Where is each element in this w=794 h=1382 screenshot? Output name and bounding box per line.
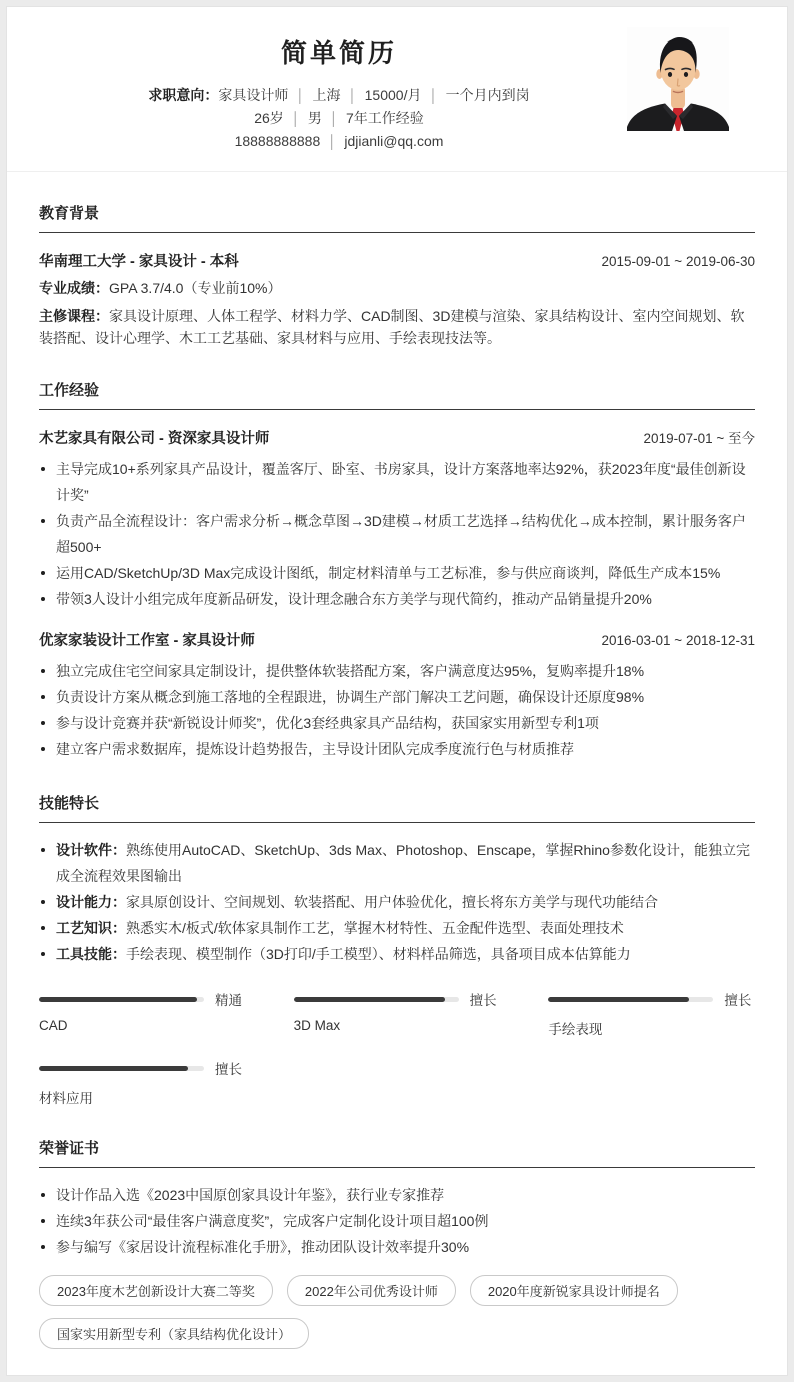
company-name: 木艺家具有限公司 - 资深家具设计师 (39, 431, 270, 447)
avatar-illustration (627, 27, 729, 131)
section-education (39, 202, 755, 349)
skill-bar-fill (39, 1066, 188, 1071)
separator: │ (329, 111, 339, 126)
skill-level-label: 擅长 (215, 1062, 242, 1077)
skill-level-label: 精通 (215, 993, 242, 1008)
award-badge: 2023年度木艺创新设计大赛二等奖 (39, 1275, 273, 1306)
personal-info-line (39, 107, 639, 130)
separator: │ (291, 111, 300, 126)
skill-bar-fill (548, 997, 688, 1002)
job-bullet: 运用CAD/SketchUp/3D Max完成设计图纸，制定材料清单与工艺标准，参与供应商谈判，降低生产成本15% (39, 560, 755, 586)
section-skills (39, 792, 755, 1107)
skill-name-label: 手绘表现 (548, 1022, 603, 1037)
company-name: 优家家装设计工作室 - 家具设计师 (39, 633, 255, 649)
gpa-row (39, 277, 755, 299)
skill-bar-fill (294, 997, 446, 1002)
honor-bullet: 连续3年获公司“最佳客户满意度奖”，完成客户定制化设计项目超100例 (39, 1208, 755, 1234)
job-bullet-list (39, 456, 755, 612)
job-bullet: 负责产品全流程设计：客户需求分析→概念草图→3D建模→材质工艺选择→结构优化→成本控制，累计服务客户超500+ (39, 508, 755, 560)
education-header-row (39, 250, 755, 271)
skill-label: 工艺知识： (56, 920, 126, 936)
skill-bar-track (39, 997, 204, 1002)
intent-availability: 一个月内到岗 (445, 87, 530, 103)
skill-bar-track (548, 997, 713, 1002)
resume-title: 简单简历 (280, 38, 397, 68)
skill-bar-3dmax (294, 989, 501, 1038)
job-bullet: 带领3人设计小组完成年度新品研发，设计理念融合东方美学与现代简约，推动产品销量提升20% (39, 586, 755, 612)
separator: │ (429, 88, 438, 103)
skill-name-label: 3D Max (293, 1018, 341, 1033)
header-text-block (39, 33, 639, 153)
resume-page (6, 6, 788, 1376)
job-entry (39, 629, 755, 762)
job-bullet: 独立完成住宅空间家具定制设计，提供整体软装搭配方案，客户满意度达95%，复购率提升18% (39, 658, 755, 684)
section-title-skills: 技能特长 (39, 792, 755, 823)
skill-text: 手绘表现、模型制作（3D打印/手工模型）、材料样品筛选，具备项目成本估算能力 (126, 946, 631, 962)
school-name: 华南理工大学 - 家具设计 - 本科 (39, 254, 239, 270)
award-badge: 2020年度新锐家具设计师提名 (470, 1275, 678, 1306)
courses-label: 主修课程： (39, 308, 109, 324)
honor-bullet: 设计作品入选《2023中国原创家具设计年鉴》，获行业专家推荐 (39, 1182, 755, 1208)
email-address: jdjianli@qq.com (344, 133, 444, 149)
job-bullet: 建立客户需求数据库，提炼设计趋势报告，主导设计团队完成季度流行色与材质推荐 (39, 736, 755, 762)
job-header-row (39, 427, 755, 448)
job-entry (39, 427, 755, 612)
section-title-honors: 荣誉证书 (39, 1137, 755, 1168)
skill-name-label: 材料应用 (39, 1091, 93, 1106)
gpa-value: GPA 3.7/4.0（专业前10%） (109, 280, 282, 296)
separator: │ (296, 88, 305, 103)
contact-line (39, 130, 639, 153)
skill-bar-materials (39, 1058, 246, 1107)
skill-label: 设计软件： (56, 842, 126, 858)
job-bullet-list (39, 658, 755, 762)
honor-bullet: 参与编写《家居设计流程标准化手册》，推动团队设计效率提升30% (39, 1234, 755, 1260)
skill-text: 熟练使用AutoCAD、SketchUp、3ds Max、Photoshop、Enscape，掌握Rhino参数化设计，能独立完成全流程效果图输出 (56, 842, 750, 884)
intent-label: 求职意向： (148, 87, 219, 103)
skill-level-label: 擅长 (724, 993, 752, 1008)
skill-bar-cad (39, 989, 246, 1038)
job-bullet: 负责设计方案从概念到施工落地的全程跟进，协调生产部门解决工艺问题，确保设计还原度98% (39, 684, 755, 710)
skill-name-label: CAD (39, 1018, 68, 1033)
honor-bullet-list (39, 1182, 755, 1260)
skill-bar-track (39, 1066, 204, 1071)
skill-bullet (39, 889, 755, 915)
skill-bullet (39, 941, 755, 967)
section-honors (39, 1137, 755, 1349)
skill-bar-track (294, 997, 459, 1002)
job-header-row (39, 629, 755, 650)
education-date: 2015-09-01 ~ 2019-06-30 (601, 254, 755, 269)
job-intent-line (39, 84, 639, 107)
courses-row (39, 305, 755, 349)
gender: 男 (307, 110, 322, 126)
intent-salary: 15000/月 (364, 87, 422, 103)
skill-text: 家具原创设计、空间规划、软装搭配、用户体验优化，擅长将东方美学与现代功能结合 (126, 894, 658, 910)
experience-years: 7年工作经验 (346, 110, 424, 126)
intent-position: 家具设计师 (218, 87, 289, 103)
skill-label: 设计能力： (56, 894, 126, 910)
skill-bar-fill (39, 997, 197, 1002)
resume-body (7, 202, 787, 1375)
award-badge: 2022年公司优秀设计师 (287, 1275, 456, 1306)
skill-level-label: 擅长 (469, 993, 497, 1008)
separator: │ (328, 134, 337, 149)
award-badges (39, 1275, 755, 1349)
job-date: 2016-03-01 ~ 2018-12-31 (601, 633, 755, 648)
job-bullet: 参与设计竞赛并获“新锐设计师奖”，优化3套经典家具产品结构，获国家实用新型专利1项 (39, 710, 755, 736)
section-title-experience: 工作经验 (39, 379, 755, 410)
profile-photo (627, 27, 729, 131)
section-title-education: 教育背景 (39, 202, 755, 233)
age: 26岁 (254, 110, 284, 126)
gpa-label: 专业成绩： (39, 280, 109, 296)
resume-header (7, 7, 787, 172)
section-experience (39, 379, 755, 762)
skill-label: 工具技能： (56, 946, 126, 962)
separator: │ (348, 88, 357, 103)
job-date: 2019-07-01 ~ 至今 (643, 431, 755, 446)
skill-bars (39, 989, 755, 1107)
award-badge: 国家实用新型专利（家具结构优化设计） (39, 1318, 309, 1349)
skill-text: 熟悉实木/板式/软体家具制作工艺，掌握木材特性、五金配件选型、表面处理技术 (126, 920, 624, 936)
skill-bullet (39, 837, 755, 889)
courses-value: 家具设计原理、人体工程学、材料力学、CAD制图、3D建模与渲染、家具结构设计、室内空间规划、软装搭配、设计心理学、木工工艺基础、家具材料与应用、手绘表现技法等。 (39, 308, 745, 346)
job-bullet: 主导完成10+系列家具产品设计，覆盖客厅、卧室、书房家具，设计方案落地率达92%，获2023年度“最佳创新设计奖” (39, 456, 755, 508)
skill-bullet-list (39, 837, 755, 967)
skill-bullet (39, 915, 755, 941)
phone-number: 18888888888 (234, 133, 321, 149)
intent-city: 上海 (312, 87, 341, 103)
skill-bar-sketch (548, 989, 755, 1038)
